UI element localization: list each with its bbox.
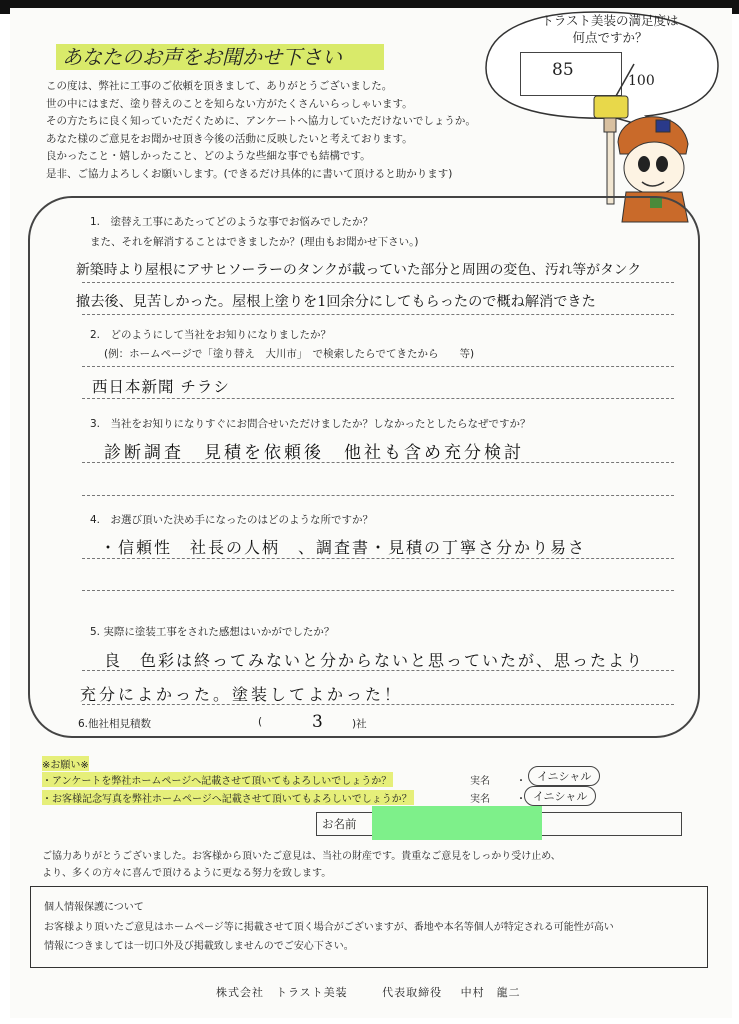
request-item-1: ・アンケートを弊社ホームページへ記載させて頂いてもよろしいでしょうか？ [42, 772, 393, 787]
answer-5-line-1: 良 色彩は終ってみないと分からないと思っていたが、思ったより [104, 651, 645, 670]
satisfaction-max: 100 [628, 73, 655, 89]
intro-line: この度は、弊社に工事のご依頼を頂きまして、ありがとうございました。 [46, 80, 393, 92]
privacy-heading: 個人情報保護について [44, 902, 144, 913]
question-2: 2. どのようにして当社をお知りになりましたか？ [90, 329, 332, 341]
satisfaction-question: トラスト美装の満足度は 何点ですか？ [541, 13, 679, 45]
answer-3: 診断調査 見積を依頼後 他社も含め充分検討 [104, 443, 524, 463]
question-1-sub: また、それを解消することはできましたか？(理由もお聞かせ下さい。) [90, 236, 419, 248]
name-label: お名前 [322, 817, 357, 831]
intro-line: 良かったこと・嬉しかったこと、どのような些細な事でも結構です。 [46, 150, 371, 162]
answer-line [82, 282, 674, 283]
intro-line: 是非、ご協力よろしくお願いします。(できるだけ具体的に書いて頂けると助かります) [46, 167, 453, 180]
satisfaction-score: 85 [552, 60, 574, 80]
company-footer [216, 984, 521, 1000]
question-6: 6.他社相見積数 [78, 718, 152, 730]
request-item-2: ・お客様記念写真を弊社ホームページへ記載させて頂いてもよろしいでしょうか？ [42, 790, 414, 805]
answer-line [82, 558, 674, 559]
answer-line [82, 704, 674, 705]
question-5: 5. 実際に塗装工事をされた感想はいかがでしたか？ [90, 626, 335, 638]
jitsumei-label: 実名 [470, 776, 490, 787]
request-title: ※お願い※ [42, 756, 89, 771]
intro-line: あなた様のご意見をお聞かせ頂き今後の活動に反映したいと考えております。 [46, 132, 413, 145]
question-3: 3. 当社をお知りになりすぐにお問合せいただけましたか？しなかったとしたらなぜですか？ [90, 418, 531, 430]
answer-line [82, 366, 674, 367]
answer-2: 西日本新聞 チラシ [92, 378, 230, 396]
question-1: 1. 塗替え工事にあたってどのような事でお悩みでしたか？ [90, 216, 374, 228]
question-4: 4. お選び頂いた決め手になったのはどのような所ですか？ [90, 514, 374, 526]
privacy-body: お客様より頂いたご意見はホームページ等に掲載させて頂く場合がございますが、番地や本名等個人が特定される可能性が高い 情報につきましては一切口外及び掲載致しませんのでご安心下さい。 [44, 922, 614, 952]
intro-line: その方たちに良く知っていただくために、アンケートへ協力していただけないでしょうか。 [46, 115, 476, 127]
answer-1-line-1: 新築時より屋根にアサヒソーラーのタンクが載っていた部分と周囲の変色、汚れ等がタンク [76, 262, 642, 278]
initial-choice-1: イニシャル [528, 766, 600, 786]
answer-line [82, 495, 674, 496]
question-6-close: )社 [352, 718, 367, 730]
answer-line [82, 462, 674, 463]
answer-4: ・信頼性 社長の人柄 、調査書・見積の丁寧さ分かり易さ [100, 538, 587, 557]
initial-choice-2: イニシャル [524, 786, 596, 806]
company-name: 株式会社 トラスト美装 [216, 986, 348, 999]
intro-line: 世の中にはまだ、塗り替えのことを知らない方がたくさんいらっしゃいます。 [46, 97, 413, 110]
answer-5-line-2: 充分によかった。塗装してよかった！ [80, 685, 404, 704]
rep-name: 中村 龍二 [460, 986, 521, 999]
answer-1-line-2: 撤去後、見苦しかった。屋根上塗りを1回余分にしてもらったので概ね解消できた [76, 294, 596, 310]
separator-dot: ・ [516, 794, 526, 805]
answer-6: 3 [312, 712, 324, 732]
answer-line [82, 314, 674, 315]
thanks-text: ご協力ありがとうございました。お客様から頂いたご意見は、当社の財産です。貴重なご意見をしっかり受け止め、 より、多くの方々に喜んで頂けるように更なる努力を致します。 [42, 851, 561, 879]
answer-line [82, 590, 674, 591]
question-6-open: ( [258, 716, 263, 728]
intro-text [46, 78, 486, 183]
jitsumei-label: 実名 [470, 794, 490, 805]
survey-title: あなたのお声をお聞かせ下さい [56, 44, 384, 70]
answer-line [82, 670, 674, 671]
name-redaction [372, 806, 542, 840]
separator-dot: ・ [516, 776, 526, 787]
question-2-sub: (例：ホームページで「塗り替え 大川市」 で検索したらでてきたから 等) [104, 348, 475, 360]
rep-title: 代表取締役 [382, 986, 443, 999]
answer-line [82, 398, 674, 399]
